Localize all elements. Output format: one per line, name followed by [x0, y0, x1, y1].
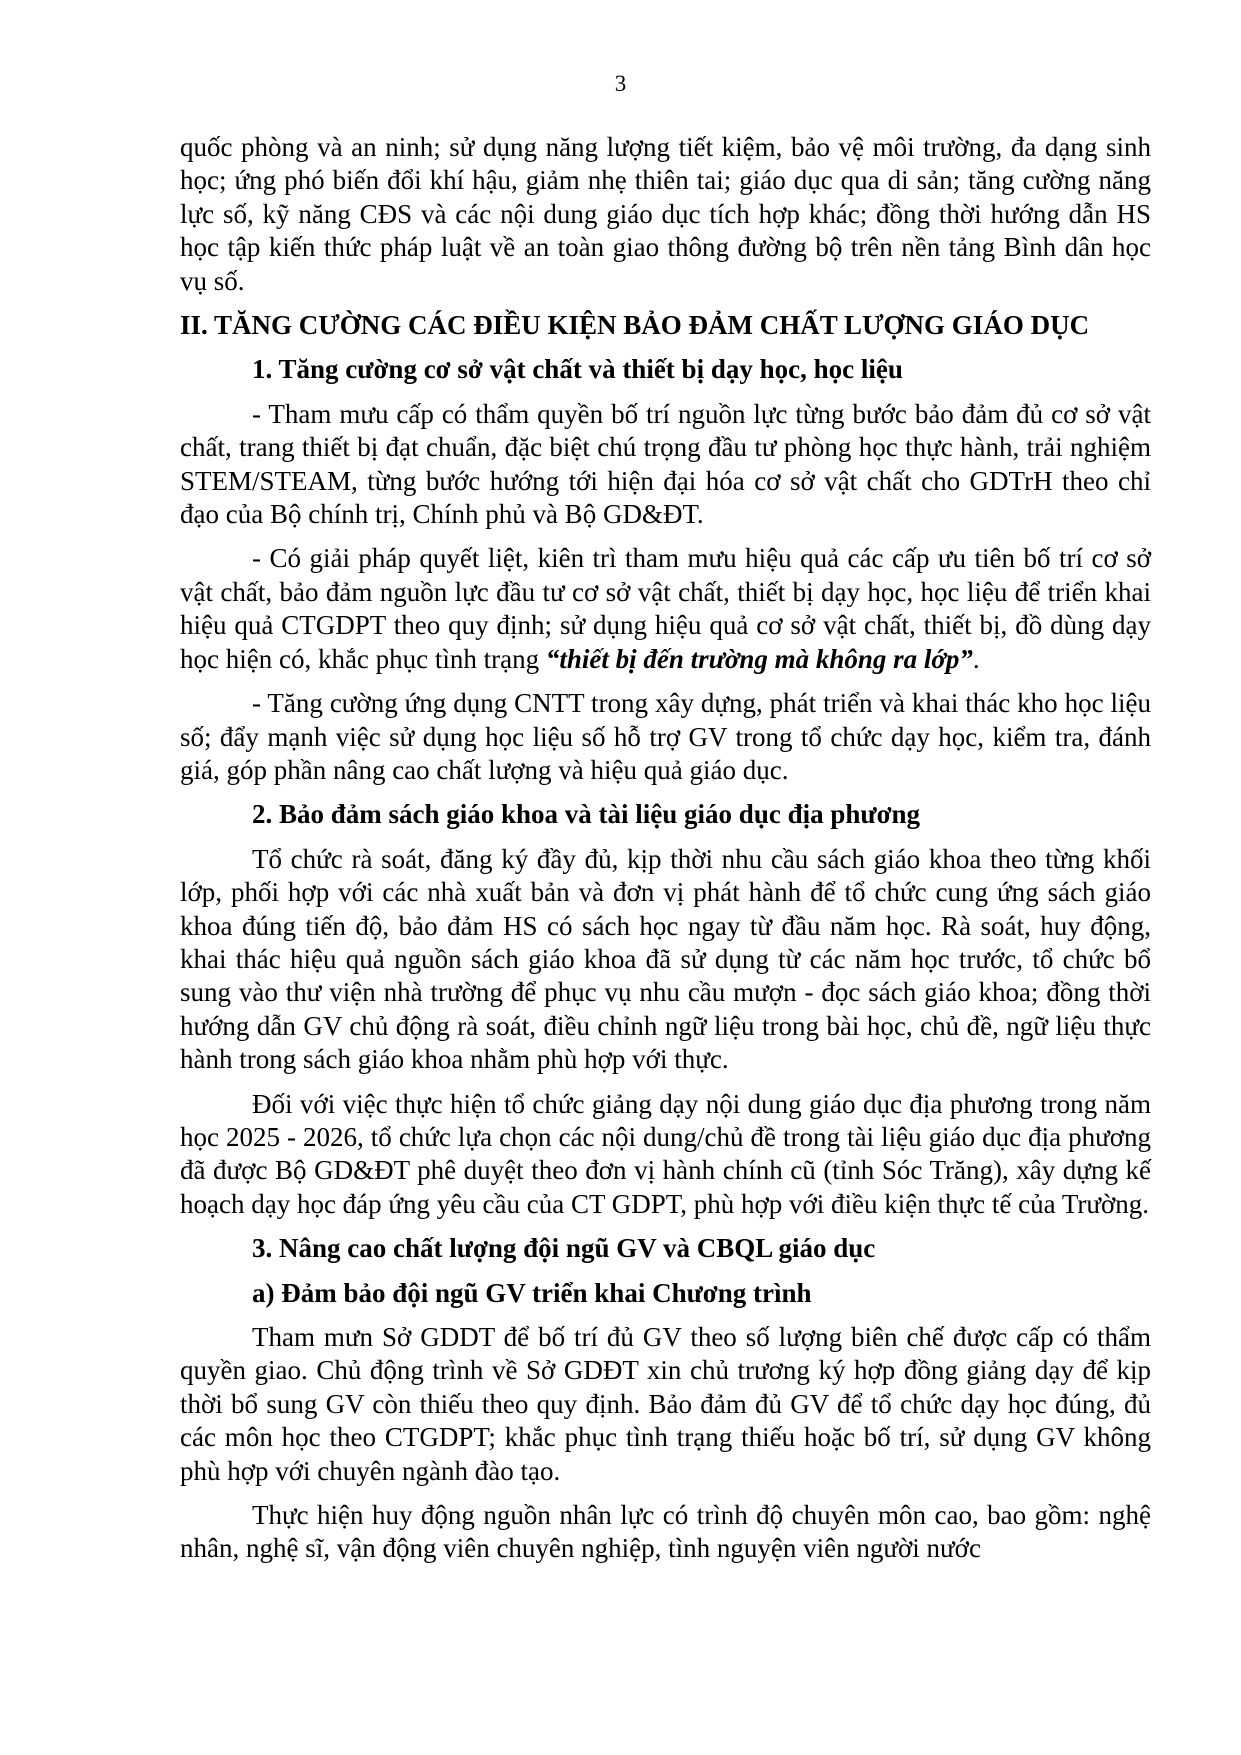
- subsection-heading-3: 3. Nâng cao chất lượng đội ngũ GV và CBQL giáo dục: [252, 1233, 876, 1264]
- paragraph-textbooks: Tổ chức rà soát, đăng ký đầy đủ, kịp thời nhu cầu sách giáo khoa theo từng khối lớp, phối hợp với các nhà xuất bản và đơn vị phát hành để tổ chức cung ứng sách giáo khoa đúng tiến độ, bảo đảm HS có sách học ngay từ đầu năm học. Rà soát, huy động, khai thác hiệu quả nguồn sách giáo khoa đã sử dụng từ các năm học trước, tổ chức bổ sung vào thư viện nhà trường để phục vụ nhu cầu mượn - đọc sách giáo khoa; đồng thời hướng dẫn GV chủ động rà soát, điều chỉnh ngữ liệu trong bài học, chủ đề, ngữ liệu thực hành trong sách giáo khoa nhằm phù hợp với thực.: [180, 843, 1151, 1075]
- bullet-paragraph-1: - Tham mưu cấp có thẩm quyền bố trí nguồn lực từng bước bảo đảm đủ cơ sở vật chất, trang thiết bị đạt chuẩn, đặc biệt chú trọng đầu tư phòng học thực hành, trải nghiệm STEM/STEAM, từng bước hướng tới hiện đại hóa cơ sở vật chất cho GDTrH theo chỉ đạo của Bộ chính trị, Chính phủ và Bộ GD&ĐT.: [180, 398, 1151, 530]
- paragraph-human-resources: Thực hiện huy động nguồn nhân lực có trình độ chuyên môn cao, bao gồm: nghệ nhân, nghệ sĩ, vận động viên chuyên nghiệp, tình nguyện viên người nước: [180, 1500, 1151, 1564]
- paragraph-intro-continuation: quốc phòng và an ninh; sử dụng năng lượng tiết kiệm, bảo vệ môi trường, đa dạng sinh học; ứng phó biến đổi khí hậu, giảm nhẹ thiên tai; giáo dục qua di sản; tăng cường năng lực số, kỹ năng CĐS và các nội dung giáo dục tích hợp khác; đồng thời hướng dẫn HS học tập kiến thức pháp luật về an toàn giao thông đường bộ trên nền tảng Bình dân học vụ số.: [180, 132, 1151, 296]
- subsection-heading-1: 1. Tăng cường cơ sở vật chất và thiết bị dạy học, học liệu: [252, 354, 903, 385]
- bullet-paragraph-3: - Tăng cường ứng dụng CNTT trong xây dựng, phát triển và khai thác kho học liệu số; đẩy mạnh việc sử dụng học liệu số hỗ trợ GV trong tổ chức dạy học, kiểm tra, đánh giá, góp phần nâng cao chất lượng và hiệu quả giáo dục.: [180, 688, 1151, 785]
- subsection-heading-3a: a) Đảm bảo đội ngũ GV triển khai Chương trình: [252, 1277, 812, 1308]
- bullet-2-text: - Có giải pháp quyết liệt, kiên trì tham mưu hiệu quả các cấp ưu tiên bố trí cơ sở vật chất, bảo đảm nguồn lực đầu tư cơ sở vật chất, thiết bị dạy học, học liệu để triển khai hiệu quả CTGDPT theo quy định; sử dụng hiệu quả cơ sở vật chất, thiết bị, đồ dùng dạy học hiện có, khắc phục tình trạng: [180, 543, 1151, 674]
- document-body: [180, 131, 1151, 1566]
- bullet-2-end: .: [972, 643, 980, 674]
- bullet-2-emphasis: “thiết bị đến trường mà không ra lớp”: [545, 643, 973, 674]
- section-heading-ii: II. TĂNG CƯỜNG CÁC ĐIỀU KIỆN BẢO ĐẢM CHẤT LƯỢNG GIÁO DỤC: [180, 310, 1090, 341]
- subsection-heading-2: 2. Bảo đảm sách giáo khoa và tài liệu giáo dục địa phương: [252, 799, 921, 830]
- bullet-paragraph-2: [180, 542, 1151, 676]
- paragraph-teacher-staffing: Tham mưn Sở GDDT để bố trí đủ GV theo số lượng biên chế được cấp có thẩm quyền giao. Chủ động trình về Sở GDĐT xin chủ trương ký hợp đồng giảng dạy để kịp thời bổ sung GV còn thiếu theo quy định. Bảo đảm đủ GV để tổ chức dạy học đúng, đủ các môn học theo CTGDPT; khắc phục tình trạng thiếu hoặc bố trí, sử dụng GV không phù hợp với chuyên ngành đào tạo.: [180, 1322, 1151, 1486]
- paragraph-local-education: Đối với việc thực hiện tổ chức giảng dạy nội dung giáo dục địa phương trong năm học 2025 - 2026, tổ chức lựa chọn các nội dung/chủ đề trong tài liệu giáo dục địa phương đã được Bộ GD&ĐT phê duyệt theo đơn vị hành chính cũ (tỉnh Sóc Trăng), xây dựng kế hoạch dạy học đáp ứng yêu cầu của CT GDPT, phù hợp với điều kiện thực tế của Trường.: [180, 1088, 1151, 1219]
- page-number: 3: [614, 71, 627, 96]
